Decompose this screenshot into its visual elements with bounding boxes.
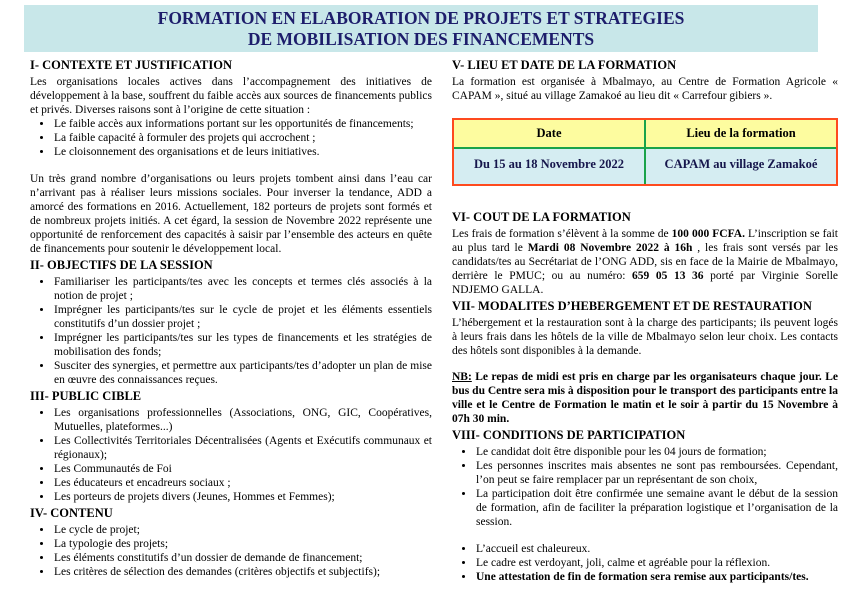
bullet-item: • Les éléments constitutifs d’un dossier de demande de financement; bbox=[53, 551, 432, 565]
contexte-bullet-list bbox=[30, 117, 432, 159]
bullet-item: • Le cadre est verdoyant, joli, calme et agréable pour la réflexion. bbox=[475, 556, 838, 570]
bullet-item: • Le cycle de projet; bbox=[53, 523, 432, 537]
document-title bbox=[158, 8, 685, 50]
table-row bbox=[454, 148, 836, 184]
section-contexte bbox=[30, 58, 432, 256]
bullet-item: • Familiariser les participants/tes avec les concepts et termes clés associés à la notion de projet ; bbox=[53, 275, 432, 303]
section-public-cible bbox=[30, 389, 432, 504]
bullet-item: • L’accueil est chaleureux. bbox=[475, 542, 838, 556]
bullet-item: • Imprégner les participants/tes sur le cycle de projet et les éléments essentiels constitutifs d’un dossier projet ; bbox=[53, 303, 432, 331]
bullet-item: • Imprégner les participants/tes sur les types de financements et les stratégies de mobilisation des fonds; bbox=[53, 331, 432, 359]
section-contenu bbox=[30, 506, 432, 579]
cout-paragraph bbox=[452, 227, 838, 297]
section-cout bbox=[452, 210, 838, 297]
conditions-extra-bullet-list bbox=[452, 542, 838, 584]
document-title-line2: DE MOBILISATION DES FINANCEMENTS bbox=[247, 28, 595, 49]
cout-text: Les frais de formation s’élèvent à la somme de bbox=[452, 228, 672, 240]
bullet-item: • Les porteurs de projets divers (Jeunes, Hommes et Femmes); bbox=[53, 490, 432, 504]
bullet-item-attestation: • Une attestation de fin de formation sera remise aux participants/tes. bbox=[475, 570, 838, 584]
bullet-item: • Les organisations professionnelles (Associations, ONG, GIC, Coopératives, Mutuelles, plateformes...) bbox=[53, 406, 432, 434]
document-title-line1: FORMATION EN ELABORATION DE PROJETS ET STRATEGIES bbox=[157, 7, 685, 28]
section-conditions bbox=[452, 428, 838, 584]
table-header-date: Date bbox=[454, 120, 645, 148]
cout-text: , les frais sont versés par les candidats/tes au Secrétariat de l’ONG ADD, sis en face de la Mairie de Mbalmayo, derrière le PMUC; ou au numéro: bbox=[452, 242, 838, 282]
section-modalites bbox=[452, 299, 838, 426]
section-heading-lieu-date: V- LIEU ET DATE DE LA FORMATION bbox=[452, 58, 677, 72]
bullet-item: • Les Collectivités Territoriales Décentralisées (Agents et Exécutifs communaux et régionaux); bbox=[53, 434, 432, 462]
table-cell-lieu: CAPAM au village Zamakoé bbox=[645, 148, 836, 184]
nb-label: NB: bbox=[452, 371, 472, 383]
section-lieu-date bbox=[452, 58, 838, 103]
left-column bbox=[30, 56, 432, 584]
contexte-intro: Les organisations locales actives dans l’accompagnement des initiatives de développement à la base, souffrent du faible accès aux sources de financements publics et privés. Diverses raisons sont à l’origine de cette situation : bbox=[30, 76, 432, 116]
table-cell-date: Du 15 au 18 Novembre 2022 bbox=[454, 148, 645, 184]
section-heading-cout: VI- COUT DE LA FORMATION bbox=[452, 210, 631, 224]
bullet-item: • Les personnes inscrites mais absentes ne sont pas remboursées. Cependant, l’on peut se faire remplacer par un représentant de son choix, bbox=[475, 459, 838, 487]
bullet-item: • Le candidat doit être disponible pour les 04 jours de formation; bbox=[475, 445, 838, 459]
cout-text: L’inscription se fait au plus tard le bbox=[452, 228, 838, 254]
nb-text: Le repas de midi est pris en charge par les organisateurs chaque jour. Le bus du Centre sera mis à disposition pour le transport des participants entre la ville et le Centre de Formation le matin et le soir à partir du 15 Novembre à 07h 30 min. bbox=[452, 371, 838, 425]
contexte-paragraph2: Un très grand nombre d’organisations ou leurs projets tombent ainsi dans l’eau car n’arrivant pas à réaliser leurs missions sociales. Pour inverser la tendance, ADD a amorcé des formations en 2016. Actuellement, 182 porteurs de projets sont formés et de nombreux projets initiés. A cet égard, la session de Novembre 2022 représente une opportunité de renforcement des capacités à saisir par l’ensemble des acteurs en quête de financements pour soutenir le développement local. bbox=[30, 173, 432, 255]
bullet-item: • Susciter des synergies, et permettre aux participants/tes d’adopter un plan de mise en œuvre des connaissances reçues. bbox=[53, 359, 432, 387]
cout-date-limite: Mardi 08 Novembre 2022 à 16h bbox=[527, 242, 693, 254]
bullet-item: • La participation doit être confirmée une semaine avant le début de la session de formation, afin de faciliter la préparation logistique et l’organisation de la session. bbox=[475, 487, 838, 529]
public-cible-bullet-list bbox=[30, 406, 432, 504]
section-objectifs bbox=[30, 258, 432, 387]
section-heading-contenu: IV- CONTENU bbox=[30, 506, 113, 520]
bullet-item: • Le cloisonnement des organisations et de leurs initiatives. bbox=[53, 145, 432, 159]
bullet-item: • Les éducateurs et encadreurs sociaux ; bbox=[53, 476, 432, 490]
modalites-paragraph: L’hébergement et la restauration sont à la charge des participants; ils peuvent logés à leurs frais dans les hôtels de la ville de Mbalmayo selon leur choix. Les contacts des hôtels sont disponibles à la demande. bbox=[452, 317, 838, 357]
bullet-item: • La typologie des projets; bbox=[53, 537, 432, 551]
document-body bbox=[0, 52, 842, 584]
contenu-bullet-list bbox=[30, 523, 432, 579]
nb-paragraph bbox=[452, 370, 838, 426]
bullet-item: • Le faible accès aux informations portant sur les opportunités de financements; bbox=[53, 117, 432, 131]
table-header-row bbox=[454, 120, 836, 148]
bullet-item: • Les Communautés de Foi bbox=[53, 462, 432, 476]
section-heading-public-cible: III- PUBLIC CIBLE bbox=[30, 389, 142, 403]
cout-text: porté par Virginie Sorelle NDJEMO GALLA. bbox=[452, 270, 839, 296]
right-column bbox=[452, 56, 838, 584]
bullet-item: • La faible capacité à formuler des projets qui accrochent ; bbox=[53, 131, 432, 145]
section-heading-contexte: I- CONTEXTE ET JUSTIFICATION bbox=[30, 58, 233, 72]
title-banner bbox=[24, 5, 818, 52]
section-heading-conditions: VIII- CONDITIONS DE PARTICIPATION bbox=[452, 428, 686, 442]
section-heading-objectifs: II- OBJECTIFS DE LA SESSION bbox=[30, 258, 213, 272]
conditions-bullet-list bbox=[452, 445, 838, 529]
lieu-paragraph: La formation est organisée à Mbalmayo, au Centre de Formation Agricole « CAPAM », situé au village Zamakoé au lieu dit « Carrefour gibiers ». bbox=[452, 76, 838, 102]
cout-montant: 100 000 FCFA. bbox=[671, 228, 745, 240]
objectifs-bullet-list bbox=[30, 275, 432, 387]
cout-numero: 659 05 13 36 bbox=[632, 270, 704, 282]
date-lieu-table bbox=[452, 118, 838, 186]
bullet-item: • Les critères de sélection des demandes (critères objectifs et subjectifs); bbox=[53, 565, 432, 579]
section-heading-modalites: VII- MODALITES D’HEBERGEMENT ET DE RESTAURATION bbox=[452, 299, 812, 313]
table-header-lieu: Lieu de la formation bbox=[645, 120, 836, 148]
